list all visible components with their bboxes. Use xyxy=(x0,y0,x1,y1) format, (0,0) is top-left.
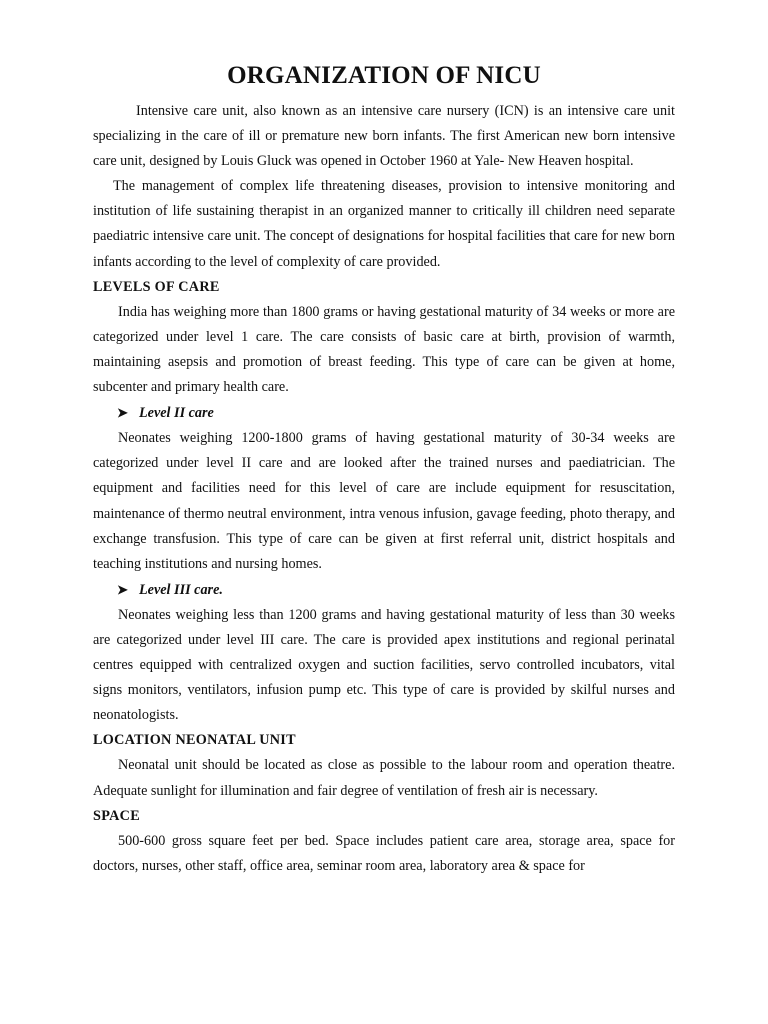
level-two-heading-label: Level II care xyxy=(139,405,214,422)
arrowhead-bullet-icon: ➤ xyxy=(117,581,128,597)
location-paragraph: Neonatal unit should be located as close as possible to the labour room and operation theatre. Adequate sunlight for illumination and fair degree of ventilation of fresh air is necessary. xyxy=(93,757,675,799)
document-page xyxy=(93,56,675,879)
page-title: ORGANIZATION OF NICU xyxy=(227,62,541,89)
space-heading: SPACE xyxy=(93,807,140,824)
space-paragraph: 500-600 gross square feet per bed. Space includes patient care area, storage area, space for doctors, nurses, other staff, office area, seminar room area, laboratory area & space for xyxy=(93,832,675,874)
location-heading: LOCATION NEONATAL UNIT xyxy=(93,732,296,749)
level-two-paragraph: Neonates weighing 1200-1800 grams of having gestational maturity of 30-34 weeks are categorized under level II care and are looked after the trained nurses and paediatrician. The equipment and facilities need for this level of care are include equipment for resuscitation, maintenance of thermo neutral environment, intra venous infusion, gavage feeding, photo therapy, and exchange transfusion. This type of care can be given at first referral unit, district hospitals and teaching institutions and nursing homes. xyxy=(93,430,675,572)
levels-of-care-heading: LEVELS OF CARE xyxy=(93,278,220,295)
level-three-paragraph: Neonates weighing less than 1200 grams and having gestational maturity of less than 30 weeks are categorized under level III care. The care is provided apex institutions and regional perinatal centres equipped with centralized oxygen and suction facilities, servo controlled incubators, vital signs monitors, ventilators, infusion pump etc. This type of care is provided by skilful nurses and neonatologists. xyxy=(93,606,675,724)
level-three-heading xyxy=(93,577,675,603)
level-three-heading-label: Level III care. xyxy=(139,581,223,598)
intro-paragraph: Intensive care unit, also known as an intensive care nursery (ICN) is an intensive care unit specializing in the care of ill or premature new born infants. The first American new born intensive care unit, designed by Louis Gluck was opened in October 1960 at Yale- New Heaven hospital. xyxy=(93,103,675,170)
management-paragraph: The management of complex life threatening diseases, provision to intensive monitoring and institution of life sustaining therapist in an organized manner to critically ill children need separate paediatric intensive care unit. The concept of designations for hospital facilities that care for new born infants according to the level of complexity of care provided. xyxy=(93,178,675,270)
arrowhead-bullet-icon: ➤ xyxy=(117,405,128,421)
level-one-paragraph: India has weighing more than 1800 grams or having gestational maturity of 34 weeks or more are categorized under level 1 care. The care consists of basic care at birth, provision of warmth, maintaining asepsis and promotion of breast feeding. This type of care can be given at home, subcenter and primary health care. xyxy=(93,303,675,396)
level-two-heading xyxy=(93,400,675,426)
